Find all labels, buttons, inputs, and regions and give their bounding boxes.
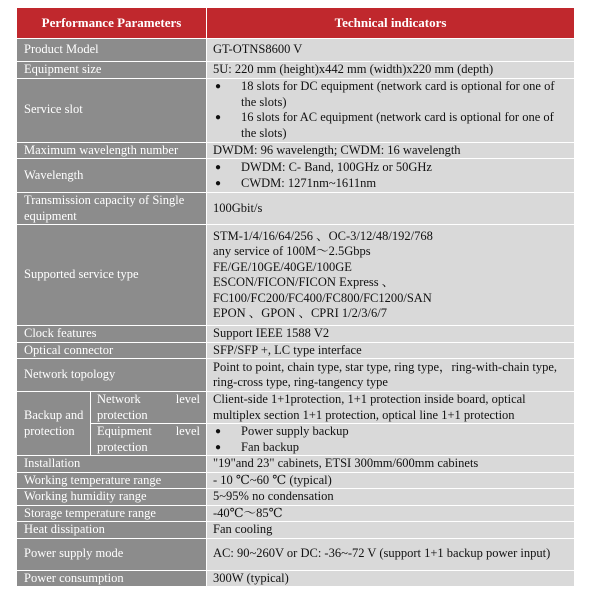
row-label: Network topology (17, 359, 207, 392)
list-item: EPON 、GPON 、CPRI 1/2/3/6/7 (213, 306, 387, 320)
table-row (17, 193, 575, 225)
row-value: 300W (typical) (207, 570, 575, 587)
row-value: GT-OTNS8600 V (207, 39, 575, 62)
row-value: Point to point, chain type, star type, ring type，ring-with-chain type, ring-cross type, ring-tangency type (207, 359, 575, 392)
table-row (17, 424, 575, 456)
table-row (17, 505, 575, 522)
table-row (17, 78, 575, 142)
row-label: Supported service type (17, 225, 207, 326)
row-value: 5U: 220 mm (height)x442 mm (width)x220 mm (depth) (207, 62, 575, 79)
row-value: AC: 90~260V or DC: -36~-72 V (support 1+1 backup power input) (207, 538, 575, 570)
table-row (17, 522, 575, 539)
table-row (17, 39, 575, 62)
table-row (17, 142, 575, 159)
row-value: -40℃～85℃ (207, 505, 575, 522)
table-row (17, 570, 575, 587)
header-parameters: Performance Parameters (17, 8, 207, 39)
row-value: 100Gbit/s (207, 193, 575, 225)
list-item: STM-1/4/16/64/256 、OC-3/12/48/192/768 (213, 228, 433, 243)
row-label: Equipment size (17, 62, 207, 79)
bullet-icon: ● (215, 441, 222, 453)
bullet-icon: ● (215, 112, 222, 123)
list-item: ● Power supply backup (215, 424, 349, 438)
row-label: Power consumption (17, 570, 207, 587)
row-value: - 10 ℃~60 ℃ (typical) (207, 472, 575, 489)
list-item: FC100/FC200/FC400/FC800/FC1200/SAN (213, 290, 432, 305)
spec-table-container (16, 7, 574, 587)
table-row (17, 472, 575, 489)
header-indicators: Technical indicators (207, 8, 575, 39)
row-label: Clock features (17, 326, 207, 343)
row-value: Support IEEE 1588 V2 (207, 326, 575, 343)
row-value (207, 424, 575, 456)
row-value: DWDM: 96 wavelength; CWDM: 16 wavelength (207, 142, 575, 159)
table-row (17, 392, 575, 424)
row-value (207, 78, 575, 142)
list-item: FE/GE/10GE/40GE/100GE (213, 259, 352, 274)
table-header-row (17, 8, 575, 39)
row-value: Fan cooling (207, 522, 575, 539)
row-label: Backup and protection (17, 392, 91, 456)
table-row (17, 225, 575, 326)
table-row (17, 538, 575, 570)
list-item: ● CWDM: 1271nm~1611nm (215, 175, 377, 190)
list-item: ● 16 slots for AC equipment (network card is optional for one of the slots) (215, 110, 554, 140)
row-value: Client-side 1+1protection, 1+1 protection inside board, optical multiplex section 1+1 protection, optical line 1+1 protection (207, 392, 575, 424)
bullet-icon: ● (215, 162, 222, 173)
table-row (17, 456, 575, 473)
row-value (207, 159, 575, 193)
row-label: Storage temperature range (17, 505, 207, 522)
row-value: 5~95% no condensation (207, 489, 575, 506)
list-item: ● 18 slots for DC equipment (network card is optional for one of the slots) (215, 79, 555, 109)
spec-table (16, 7, 575, 587)
row-label: Service slot (17, 78, 207, 142)
row-label: Heat dissipation (17, 522, 207, 539)
row-value: SFP/SFP +, LC type interface (207, 342, 575, 359)
row-label: Power supply mode (17, 538, 207, 570)
table-row (17, 489, 575, 506)
table-row (17, 62, 575, 79)
sub-row-label: Equipment level protection (91, 424, 207, 456)
row-label: Working temperature range (17, 472, 207, 489)
bullet-icon: ● (215, 426, 222, 437)
row-label: Optical connector (17, 342, 207, 359)
row-label: Product Model (17, 39, 207, 62)
row-label: Wavelength (17, 159, 207, 193)
row-label: Working humidity range (17, 489, 207, 506)
row-label: Installation (17, 456, 207, 473)
sub-row-label: Network level protection (91, 392, 207, 424)
table-row (17, 159, 575, 193)
list-item: ● DWDM: C- Band, 100GHz or 50GHz (215, 160, 432, 174)
list-item: any service of 100M～2.5Gbps (213, 244, 371, 258)
table-row (17, 326, 575, 343)
row-value (207, 225, 575, 326)
row-label: Transmission capacity of Single equipment (17, 193, 207, 225)
bullet-icon: ● (215, 177, 222, 189)
list-item: ESCON/FICON/FICON Express 、 (213, 275, 395, 289)
bullet-icon: ● (215, 81, 222, 92)
table-row (17, 359, 575, 392)
row-label: Maximum wavelength number (17, 142, 207, 159)
row-value: "19"and 23" cabinets, ETSI 300mm/600mm cabinets (207, 456, 575, 473)
list-item: ● Fan backup (215, 439, 299, 454)
table-row (17, 342, 575, 359)
